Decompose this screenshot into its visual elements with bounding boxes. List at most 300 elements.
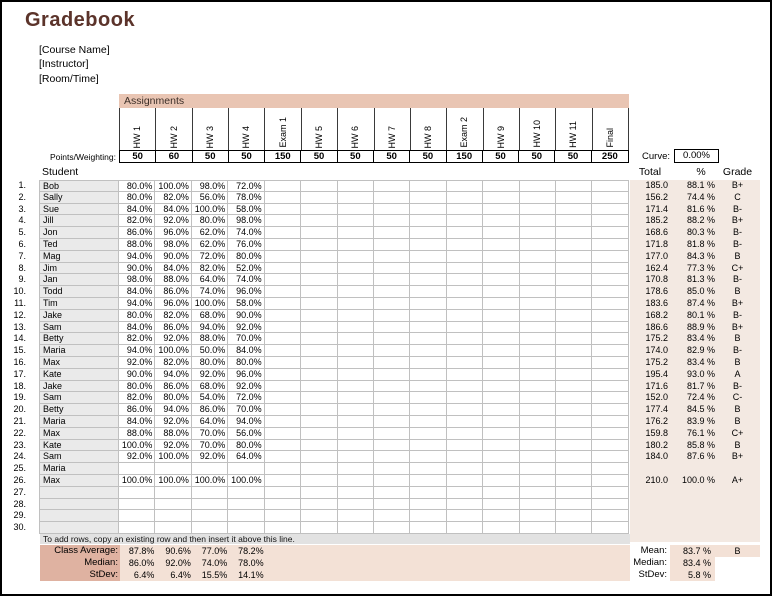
total-cell[interactable]: 171.8 — [645, 238, 668, 249]
score-cell[interactable]: 92.0% — [119, 357, 155, 369]
score-cell[interactable] — [338, 404, 374, 416]
score-cell[interactable] — [520, 416, 556, 428]
score-cell[interactable]: 86.0% — [119, 227, 155, 239]
score-cell[interactable] — [265, 440, 301, 452]
percent-cell[interactable] — [668, 487, 715, 499]
percent-cell[interactable]: 83.4 % — [686, 356, 715, 367]
score-cell[interactable]: 92.0% — [228, 381, 264, 393]
percent-cell[interactable]: 77.3 % — [686, 262, 715, 273]
score-cell[interactable] — [483, 522, 519, 534]
score-cell[interactable] — [483, 227, 519, 239]
score-cell[interactable] — [265, 286, 301, 298]
score-cell[interactable]: 92.0% — [119, 451, 155, 463]
class-summary-value-cell[interactable] — [484, 545, 520, 557]
score-cell[interactable]: 62.0% — [192, 239, 228, 251]
score-cell[interactable]: 98.0% — [119, 274, 155, 286]
score-cell[interactable] — [520, 251, 556, 263]
score-cell[interactable] — [374, 263, 410, 275]
score-cell[interactable]: 94.0% — [119, 345, 155, 357]
score-cell[interactable] — [301, 357, 337, 369]
score-cell[interactable] — [265, 263, 301, 275]
class-summary-value-cell[interactable] — [557, 557, 593, 569]
score-cell[interactable] — [556, 239, 592, 251]
score-cell[interactable] — [301, 298, 337, 310]
percent-cell[interactable]: 84.5 % — [686, 404, 715, 415]
score-cell[interactable] — [592, 440, 628, 452]
score-cell[interactable]: 88.0% — [192, 333, 228, 345]
score-cell[interactable] — [410, 227, 446, 239]
student-name-cell[interactable] — [39, 487, 119, 499]
score-cell[interactable] — [447, 192, 483, 204]
score-cell[interactable]: 56.0% — [228, 428, 264, 440]
score-cell[interactable] — [265, 227, 301, 239]
score-cell[interactable] — [592, 239, 628, 251]
score-cell[interactable] — [265, 204, 301, 216]
score-cell[interactable] — [520, 192, 556, 204]
grade-cell[interactable]: B+ — [731, 451, 744, 462]
score-cell[interactable] — [556, 333, 592, 345]
score-cell[interactable] — [119, 499, 155, 511]
score-cell[interactable]: 84.0% — [155, 263, 191, 275]
score-cell[interactable]: 82.0% — [155, 192, 191, 204]
score-cell[interactable] — [301, 451, 337, 463]
points-cell[interactable]: 50 — [229, 151, 265, 162]
score-cell[interactable] — [374, 239, 410, 251]
score-cell[interactable] — [338, 204, 374, 216]
score-cell[interactable] — [301, 522, 337, 534]
student-name-cell[interactable]: Sam — [39, 322, 119, 334]
percent-cell[interactable]: 85.0 % — [686, 286, 715, 297]
percent-cell[interactable]: 93.0 % — [686, 368, 715, 379]
score-cell[interactable] — [155, 499, 191, 511]
total-cell[interactable]: 156.2 — [645, 191, 668, 202]
score-cell[interactable] — [592, 333, 628, 345]
score-cell[interactable] — [520, 428, 556, 440]
class-summary-value-cell[interactable] — [521, 569, 557, 581]
score-cell[interactable]: 80.0% — [228, 440, 264, 452]
score-cell[interactable]: 62.0% — [192, 227, 228, 239]
score-cell[interactable] — [592, 451, 628, 463]
score-cell[interactable] — [410, 487, 446, 499]
score-cell[interactable]: 86.0% — [155, 381, 191, 393]
score-cell[interactable] — [301, 345, 337, 357]
score-cell[interactable] — [265, 274, 301, 286]
score-cell[interactable] — [410, 522, 446, 534]
percent-cell[interactable]: 81.8 % — [686, 238, 715, 249]
score-cell[interactable] — [301, 404, 337, 416]
score-cell[interactable]: 100.0% — [192, 298, 228, 310]
score-cell[interactable] — [556, 263, 592, 275]
score-cell[interactable] — [520, 180, 556, 192]
score-cell[interactable]: 84.0% — [155, 204, 191, 216]
score-cell[interactable] — [447, 227, 483, 239]
score-cell[interactable] — [338, 451, 374, 463]
score-cell[interactable] — [520, 227, 556, 239]
score-cell[interactable] — [483, 487, 519, 499]
student-name-cell[interactable]: Jim — [39, 263, 119, 275]
score-cell[interactable] — [410, 404, 446, 416]
score-cell[interactable] — [447, 428, 483, 440]
percent-cell[interactable] — [668, 463, 715, 475]
score-cell[interactable]: 80.0% — [192, 215, 228, 227]
score-cell[interactable] — [265, 499, 301, 511]
score-cell[interactable]: 70.0% — [228, 333, 264, 345]
score-cell[interactable]: 80.0% — [192, 357, 228, 369]
score-cell[interactable] — [447, 215, 483, 227]
score-cell[interactable] — [228, 510, 264, 522]
score-cell[interactable]: 54.0% — [192, 392, 228, 404]
total-cell[interactable]: 178.6 — [645, 286, 668, 297]
student-name-cell[interactable]: Maria — [39, 463, 119, 475]
score-cell[interactable] — [301, 180, 337, 192]
percent-cell[interactable]: 80.1 % — [686, 309, 715, 320]
room-time-cell[interactable]: [Room/Time] — [39, 72, 99, 85]
class-summary-value-cell[interactable]: 74.0% — [201, 558, 228, 568]
score-cell[interactable] — [447, 381, 483, 393]
class-summary-value-cell[interactable]: 78.2% — [238, 546, 264, 556]
total-cell[interactable] — [630, 522, 668, 534]
score-cell[interactable]: 80.0% — [155, 392, 191, 404]
score-cell[interactable] — [374, 274, 410, 286]
assignment-header-cell[interactable] — [484, 108, 520, 150]
score-cell[interactable]: 92.0% — [155, 215, 191, 227]
student-name-cell[interactable]: Max — [39, 475, 119, 487]
grade-cell[interactable] — [715, 499, 760, 511]
score-cell[interactable] — [592, 463, 628, 475]
score-cell[interactable] — [556, 286, 592, 298]
score-cell[interactable]: 82.0% — [155, 310, 191, 322]
student-name-cell[interactable]: Kate — [39, 369, 119, 381]
score-cell[interactable]: 80.0% — [119, 381, 155, 393]
score-cell[interactable]: 80.0% — [119, 310, 155, 322]
score-cell[interactable] — [119, 487, 155, 499]
score-cell[interactable]: 94.0% — [119, 298, 155, 310]
score-cell[interactable] — [483, 263, 519, 275]
score-cell[interactable] — [265, 180, 301, 192]
score-cell[interactable] — [520, 239, 556, 251]
score-cell[interactable] — [374, 440, 410, 452]
class-summary-value-cell[interactable] — [521, 557, 557, 569]
score-cell[interactable] — [301, 499, 337, 511]
student-name-cell[interactable]: Tim — [39, 298, 119, 310]
class-summary-value-cell[interactable] — [375, 545, 411, 557]
score-cell[interactable] — [410, 475, 446, 487]
score-cell[interactable] — [520, 487, 556, 499]
score-cell[interactable] — [447, 204, 483, 216]
score-cell[interactable] — [520, 357, 556, 369]
score-cell[interactable] — [301, 274, 337, 286]
score-cell[interactable] — [228, 463, 264, 475]
assignment-header-cell[interactable] — [447, 108, 483, 150]
score-cell[interactable]: 72.0% — [192, 251, 228, 263]
total-cell[interactable]: 195.4 — [645, 368, 668, 379]
class-summary-value-cell[interactable] — [302, 557, 338, 569]
score-cell[interactable] — [374, 180, 410, 192]
mean-grade-cell[interactable]: B — [715, 545, 760, 557]
score-cell[interactable] — [338, 310, 374, 322]
class-summary-value-cell[interactable] — [339, 569, 375, 581]
score-cell[interactable] — [592, 310, 628, 322]
score-cell[interactable] — [592, 286, 628, 298]
score-cell[interactable] — [483, 215, 519, 227]
score-cell[interactable] — [265, 310, 301, 322]
grade-cell[interactable]: B — [734, 356, 741, 367]
score-cell[interactable] — [410, 310, 446, 322]
score-cell[interactable] — [520, 274, 556, 286]
score-cell[interactable] — [265, 192, 301, 204]
score-cell[interactable] — [338, 428, 374, 440]
score-cell[interactable] — [447, 416, 483, 428]
score-cell[interactable]: 64.0% — [192, 274, 228, 286]
score-cell[interactable] — [410, 499, 446, 511]
score-cell[interactable] — [265, 451, 301, 463]
total-cell[interactable]: 171.4 — [645, 203, 668, 214]
score-cell[interactable]: 80.0% — [228, 251, 264, 263]
score-cell[interactable]: 82.0% — [192, 263, 228, 275]
score-cell[interactable] — [374, 322, 410, 334]
grade-cell[interactable] — [715, 463, 760, 475]
class-summary-value-cell[interactable] — [302, 545, 338, 557]
score-cell[interactable] — [556, 428, 592, 440]
score-cell[interactable]: 68.0% — [192, 381, 228, 393]
score-cell[interactable] — [447, 463, 483, 475]
score-cell[interactable] — [447, 499, 483, 511]
class-summary-value-cell[interactable] — [375, 557, 411, 569]
score-cell[interactable] — [301, 428, 337, 440]
student-name-cell[interactable]: Ted — [39, 239, 119, 251]
score-cell[interactable]: 82.0% — [119, 215, 155, 227]
class-summary-value-cell[interactable] — [411, 557, 447, 569]
student-name-cell[interactable]: Betty — [39, 404, 119, 416]
score-cell[interactable] — [301, 192, 337, 204]
score-cell[interactable]: 96.0% — [228, 369, 264, 381]
score-cell[interactable] — [338, 440, 374, 452]
score-cell[interactable] — [374, 522, 410, 534]
score-cell[interactable] — [592, 416, 628, 428]
score-cell[interactable]: 82.0% — [155, 357, 191, 369]
score-cell[interactable] — [520, 215, 556, 227]
grade-cell[interactable]: B- — [733, 380, 742, 391]
score-cell[interactable] — [483, 499, 519, 511]
percent-cell[interactable]: 80.3 % — [686, 227, 715, 238]
percent-cell[interactable]: 72.4 % — [686, 392, 715, 403]
total-cell[interactable] — [630, 463, 668, 475]
class-summary-value-cell[interactable] — [266, 557, 302, 569]
score-cell[interactable]: 58.0% — [228, 298, 264, 310]
points-cell[interactable]: 50 — [519, 151, 555, 162]
mean-value-cell[interactable]: 83.7 % — [670, 545, 715, 557]
points-cell[interactable]: 50 — [193, 151, 229, 162]
class-summary-value-cell[interactable]: 90.6% — [165, 546, 191, 556]
score-cell[interactable] — [374, 499, 410, 511]
score-cell[interactable] — [447, 239, 483, 251]
score-cell[interactable]: 74.0% — [192, 286, 228, 298]
assignment-header-cell[interactable] — [229, 108, 265, 150]
score-cell[interactable] — [338, 192, 374, 204]
score-cell[interactable]: 100.0% — [119, 475, 155, 487]
stdev-value-cell[interactable]: 5.8 % — [670, 569, 715, 581]
score-cell[interactable] — [119, 522, 155, 534]
score-cell[interactable] — [447, 440, 483, 452]
score-cell[interactable] — [592, 522, 628, 534]
score-cell[interactable] — [483, 357, 519, 369]
student-name-cell[interactable]: Bob — [39, 180, 119, 192]
score-cell[interactable] — [155, 487, 191, 499]
median-value-cell[interactable]: 83.4 % — [670, 557, 715, 569]
percent-cell[interactable]: 88.1 % — [686, 180, 715, 190]
score-cell[interactable] — [592, 357, 628, 369]
score-cell[interactable] — [556, 298, 592, 310]
score-cell[interactable] — [556, 416, 592, 428]
score-cell[interactable] — [520, 333, 556, 345]
points-cell[interactable]: 50 — [374, 151, 410, 162]
grade-cell[interactable]: C+ — [731, 262, 744, 273]
score-cell[interactable] — [447, 404, 483, 416]
score-cell[interactable] — [410, 357, 446, 369]
grade-cell[interactable]: B- — [733, 203, 742, 214]
points-cell[interactable]: 50 — [338, 151, 374, 162]
score-cell[interactable] — [301, 204, 337, 216]
class-summary-value-cell[interactable] — [339, 557, 375, 569]
score-cell[interactable]: 84.0% — [119, 204, 155, 216]
score-cell[interactable] — [338, 499, 374, 511]
score-cell[interactable] — [338, 333, 374, 345]
grade-cell[interactable]: B- — [733, 238, 742, 249]
grade-cell[interactable] — [715, 522, 760, 534]
assignment-header-cell[interactable] — [375, 108, 411, 150]
score-cell[interactable]: 92.0% — [192, 369, 228, 381]
score-cell[interactable]: 70.0% — [228, 404, 264, 416]
points-cell[interactable]: 50 — [483, 151, 519, 162]
course-name-cell[interactable]: [Course Name] — [39, 44, 110, 56]
score-cell[interactable]: 98.0% — [155, 239, 191, 251]
grade-cell[interactable]: A+ — [731, 474, 744, 485]
score-cell[interactable]: 94.0% — [119, 251, 155, 263]
score-cell[interactable]: 90.0% — [155, 251, 191, 263]
score-cell[interactable] — [520, 381, 556, 393]
class-summary-value-cell[interactable] — [266, 569, 302, 581]
class-summary-value-cell[interactable] — [411, 569, 447, 581]
score-cell[interactable]: 80.0% — [119, 192, 155, 204]
score-cell[interactable] — [301, 416, 337, 428]
score-cell[interactable]: 88.0% — [119, 239, 155, 251]
score-cell[interactable] — [520, 286, 556, 298]
total-cell[interactable] — [630, 499, 668, 511]
percent-cell[interactable]: 74.4 % — [686, 191, 715, 202]
score-cell[interactable] — [374, 345, 410, 357]
score-cell[interactable] — [483, 298, 519, 310]
score-cell[interactable] — [301, 286, 337, 298]
total-cell[interactable] — [630, 487, 668, 499]
score-cell[interactable] — [338, 510, 374, 522]
total-cell[interactable]: 174.0 — [645, 345, 668, 356]
percent-cell[interactable]: 81.6 % — [686, 203, 715, 214]
points-cell[interactable]: 50 — [301, 151, 337, 162]
score-cell[interactable] — [265, 215, 301, 227]
score-cell[interactable] — [556, 440, 592, 452]
score-cell[interactable] — [265, 333, 301, 345]
score-cell[interactable] — [447, 369, 483, 381]
score-cell[interactable] — [374, 475, 410, 487]
score-cell[interactable] — [374, 192, 410, 204]
score-cell[interactable] — [301, 239, 337, 251]
total-cell[interactable]: 176.2 — [645, 415, 668, 426]
score-cell[interactable] — [192, 522, 228, 534]
total-cell[interactable]: 210.0 — [645, 474, 668, 485]
score-cell[interactable] — [447, 392, 483, 404]
score-cell[interactable] — [447, 451, 483, 463]
student-name-cell[interactable]: Mag — [39, 251, 119, 263]
score-cell[interactable]: 92.0% — [155, 440, 191, 452]
score-cell[interactable] — [374, 310, 410, 322]
grade-cell[interactable]: A — [734, 368, 741, 379]
score-cell[interactable] — [447, 263, 483, 275]
score-cell[interactable]: 82.0% — [119, 392, 155, 404]
grade-cell[interactable]: B+ — [731, 180, 744, 190]
score-cell[interactable] — [483, 239, 519, 251]
score-cell[interactable]: 100.0% — [228, 475, 264, 487]
score-cell[interactable] — [483, 180, 519, 192]
grade-cell[interactable]: B- — [733, 274, 742, 285]
score-cell[interactable] — [374, 416, 410, 428]
percent-cell[interactable] — [668, 499, 715, 511]
score-cell[interactable]: 72.0% — [228, 180, 264, 192]
total-cell[interactable]: 184.0 — [645, 451, 668, 462]
percent-cell[interactable]: 82.9 % — [686, 345, 715, 356]
total-cell[interactable]: 168.6 — [645, 227, 668, 238]
score-cell[interactable] — [520, 499, 556, 511]
assignment-header-cell[interactable] — [193, 108, 229, 150]
student-name-cell[interactable] — [39, 522, 119, 534]
score-cell[interactable] — [483, 404, 519, 416]
score-cell[interactable] — [556, 357, 592, 369]
percent-cell[interactable]: 76.1 % — [686, 427, 715, 438]
score-cell[interactable] — [374, 463, 410, 475]
score-cell[interactable] — [374, 204, 410, 216]
score-cell[interactable] — [301, 510, 337, 522]
class-summary-value-cell[interactable]: 92.0% — [165, 558, 191, 568]
score-cell[interactable] — [265, 487, 301, 499]
total-cell[interactable]: 171.6 — [645, 380, 668, 391]
total-cell[interactable]: 185.0 — [645, 180, 668, 190]
score-cell[interactable]: 64.0% — [192, 416, 228, 428]
score-cell[interactable] — [447, 357, 483, 369]
class-summary-value-cell[interactable]: 6.4% — [170, 570, 191, 580]
assignment-header-cell[interactable] — [593, 108, 629, 150]
points-cell[interactable]: 150 — [265, 151, 301, 162]
score-cell[interactable] — [301, 215, 337, 227]
score-cell[interactable] — [374, 227, 410, 239]
score-cell[interactable] — [410, 463, 446, 475]
score-cell[interactable]: 92.0% — [155, 416, 191, 428]
score-cell[interactable] — [265, 345, 301, 357]
score-cell[interactable] — [301, 475, 337, 487]
score-cell[interactable] — [556, 392, 592, 404]
score-cell[interactable] — [520, 345, 556, 357]
class-summary-value-cell[interactable]: 86.0% — [128, 558, 155, 568]
score-cell[interactable] — [483, 322, 519, 334]
total-cell[interactable]: 180.2 — [645, 439, 668, 450]
score-cell[interactable] — [374, 357, 410, 369]
score-cell[interactable] — [483, 463, 519, 475]
score-cell[interactable] — [155, 510, 191, 522]
grade-cell[interactable]: B+ — [731, 297, 744, 308]
class-summary-value-cell[interactable]: 87.8% — [128, 546, 155, 556]
score-cell[interactable]: 68.0% — [192, 310, 228, 322]
percent-cell[interactable]: 87.6 % — [686, 451, 715, 462]
total-cell[interactable]: 175.2 — [645, 333, 668, 344]
percent-cell[interactable]: 83.4 % — [686, 333, 715, 344]
